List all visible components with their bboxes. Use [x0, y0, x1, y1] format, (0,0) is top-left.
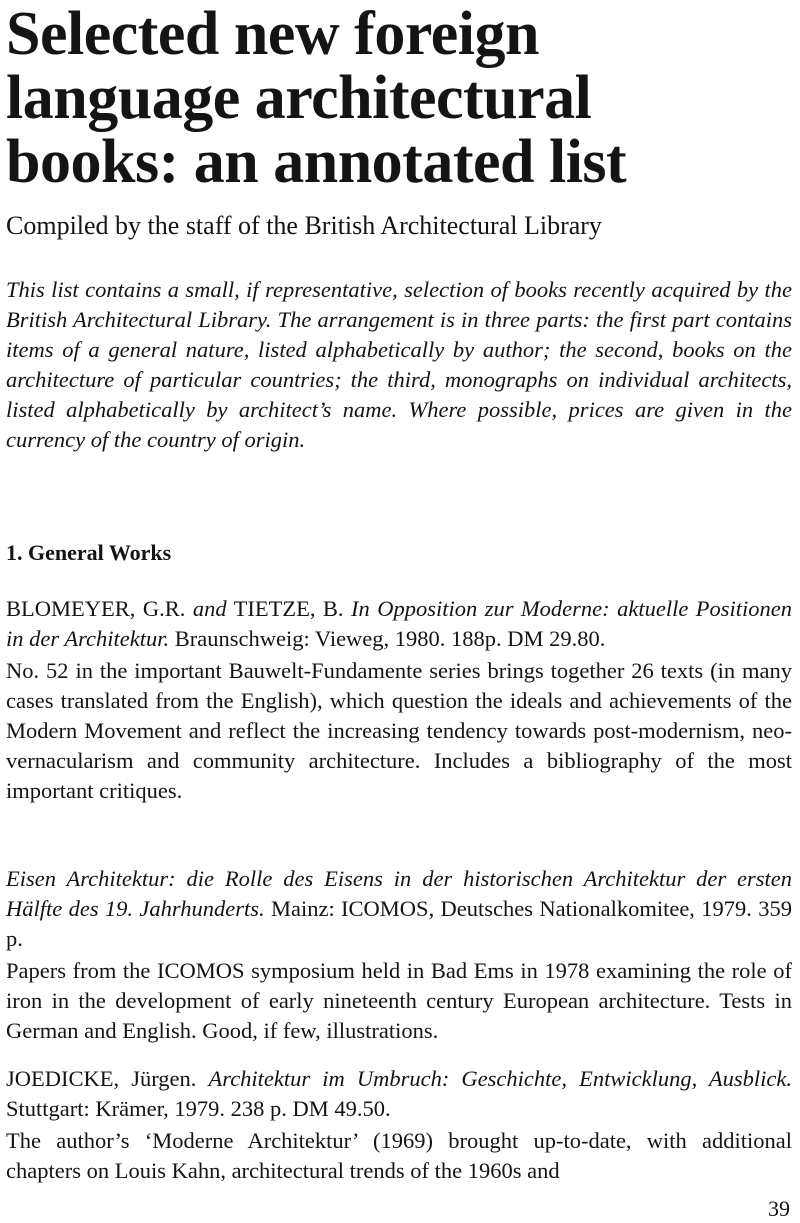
entry-author: JOEDICKE, Jürgen. — [6, 1066, 197, 1091]
intro-paragraph: This list contains a small, if representative, selection of books recently acquired by the British Architectural Library. The arrangement is in three parts: the first part contains items of a general nature, listed alphabetically by author; the second, books on the architecture of particular countries; the third, monographs on individual architects, listed alphabetically by architect’s name. Where possible, prices are given in the currency of the country of origin. — [6, 277, 792, 452]
entry-annotation: No. 52 in the important Bauwelt-Fundamente series brings together 26 texts (in many cases translated from the English), which question the ideals and achievements of the Modern Movement and reflect the increasing tendency towards post-modernism, neo-vernacularism and community architecture. Includes a bibliography of the most important critiques. — [6, 658, 792, 803]
article-title — [6, 2, 796, 194]
compiler-byline: Compiled by the staff of the British Architectural Library — [6, 211, 602, 240]
entry-citation — [6, 594, 792, 654]
entry-annotation: Papers from the ICOMOS symposium held in Bad Ems in 1978 examining the role of iron in the development of early nineteenth century European architecture. Tests in German and English. Good, if few, illustrations. — [6, 958, 792, 1043]
bibliography-entry — [6, 1064, 792, 1186]
entry-title: Eisen Architektur: die Rolle des Eisens in der historischen Architektur der ersten Hälfte des 19. Jahrhunderts. — [6, 866, 792, 921]
title-line-1: Selected new foreign — [6, 0, 539, 68]
bibliography-entry — [6, 594, 792, 806]
section-title: General Works — [28, 540, 172, 565]
section-heading — [6, 538, 171, 568]
title-line-2: language architectural — [6, 64, 592, 132]
bibliography-entry — [6, 864, 792, 1046]
entry-coauthor: TIETZE, B. — [233, 596, 344, 621]
entry-title: Architektur im Umbruch: Geschichte, Entwicklung, Ausblick. — [208, 1066, 793, 1091]
entry-citation — [6, 1064, 792, 1124]
section-number: 1. — [6, 540, 23, 565]
entry-imprint: Braunschweig: Vieweg, 1980. 188p. DM 29.80. — [174, 626, 606, 651]
entry-citation — [6, 864, 792, 954]
page-number: 39 — [768, 1196, 790, 1221]
title-line-3: books: an annotated list — [6, 128, 627, 196]
entry-imprint: Stuttgart: Krämer, 1979. 238 p. DM 49.50. — [6, 1096, 391, 1121]
entry-imprint: Mainz: ICOMOS, Deutsches Nationalkomitee, 1979. 359 p. — [6, 896, 792, 951]
entry-annotation: The author’s ‘Moderne Architektur’ (1969) brought up-to-date, with additional chapters on Louis Kahn, architectural trends of the 1960s and — [6, 1128, 792, 1183]
entry-author: BLOMEYER, G.R. — [6, 596, 186, 621]
entry-title: In Opposition zur Moderne: aktuelle Positionen in der Architektur. — [6, 596, 793, 651]
entry-author-connector: and — [192, 596, 227, 621]
